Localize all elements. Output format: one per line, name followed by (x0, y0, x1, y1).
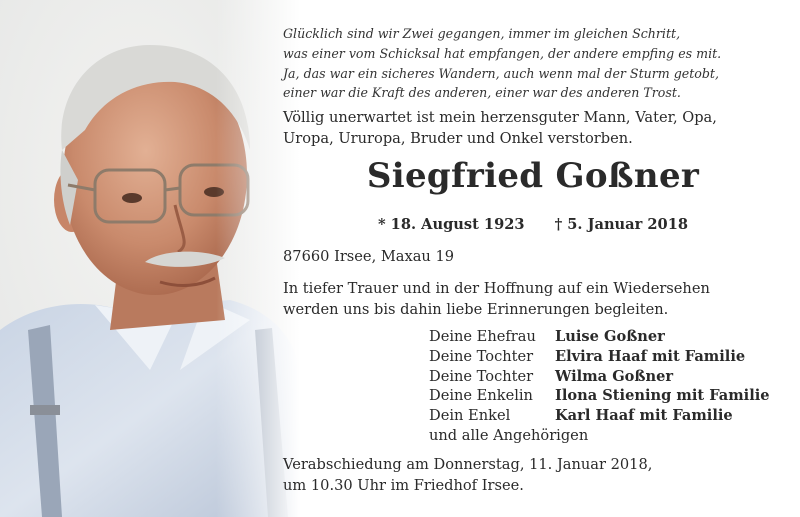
life-dates (283, 216, 783, 233)
mourning-line: werden uns bis dahin liebe Erinnerungen begleiten. (283, 300, 669, 318)
birth-date: * 18. August 1923 (377, 216, 525, 233)
address: 87660 Irsee, Maxau 19 (283, 248, 455, 265)
closing-text: und alle Angehörigen (429, 426, 589, 444)
survivor-row (429, 386, 770, 406)
portrait-photo (0, 0, 300, 517)
survivor-row (429, 327, 770, 347)
death-date: † 5. Januar 2018 (554, 216, 689, 233)
mourning-text (283, 279, 710, 320)
poem-line: einer war die Kraft des anderen, einer war des anderen Trost. (283, 85, 681, 101)
poem-line: was einer vom Schicksal hat empfangen, der andere empfing es mit. (283, 45, 722, 61)
survivor-name: Elvira Haaf mit Familie (555, 347, 746, 365)
mourning-line: In tiefer Trauer und in der Hoffnung auf ein Wiedersehen (283, 280, 710, 297)
survivor-list (429, 327, 770, 446)
deceased-name: Siegfried Goßner (366, 156, 700, 196)
survivor-row (429, 406, 770, 426)
survivor-relation: Deine Tochter (429, 347, 534, 365)
survivor-relation: Deine Tochter (429, 367, 534, 385)
intro-line: Uropa, Ururopa, Bruder und Onkel verstorben. (283, 129, 633, 147)
survivor-name: Karl Haaf mit Familie (555, 407, 733, 425)
farewell-info (283, 455, 652, 496)
poem-line: Ja, das war ein sicheres Wandern, auch wenn mal der Sturm getobt, (283, 65, 719, 81)
poem (283, 24, 783, 103)
farewell-line: um 10.30 Uhr im Friedhof Irsee. (283, 476, 524, 494)
poem-line: Glücklich sind wir Zwei gegangen, immer im gleichen Schritt, (283, 26, 681, 41)
intro-text (283, 108, 717, 149)
survivor-row (429, 367, 770, 387)
survivor-name: Ilona Stiening mit Familie (555, 387, 770, 405)
survivor-row (429, 347, 770, 367)
survivor-relation: Deine Ehefrau (429, 328, 536, 345)
farewell-line: Verabschiedung am Donnerstag, 11. Januar 2018, (283, 456, 653, 473)
survivor-name: Wilma Goßner (555, 367, 674, 385)
survivor-name: Luise Goßner (555, 328, 665, 345)
survivor-relation: Dein Enkel (429, 407, 511, 425)
intro-line: Völlig unerwartet ist mein herzensguter Mann, Vater, Opa, (283, 109, 717, 126)
survivor-relation: Deine Enkelin (429, 387, 533, 405)
closing-line (429, 426, 770, 446)
